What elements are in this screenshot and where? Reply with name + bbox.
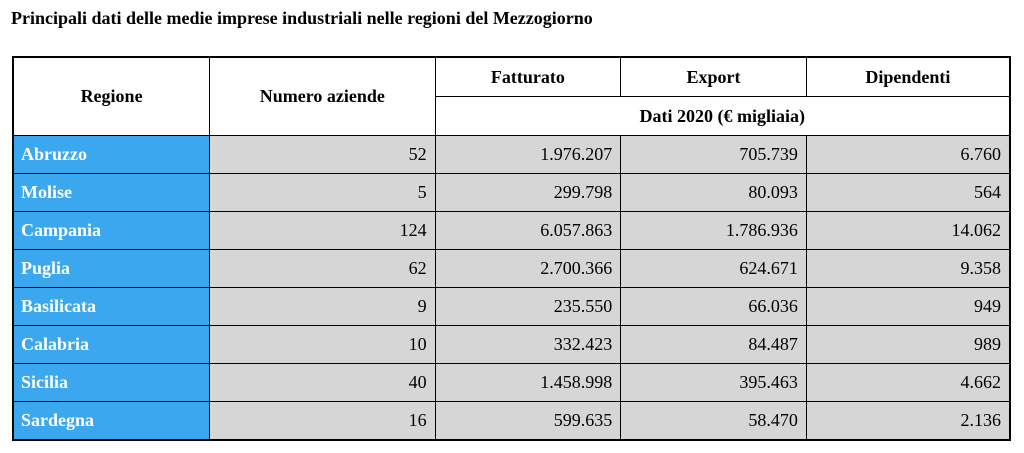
export-cell: 84.487 <box>621 326 807 364</box>
region-cell: Puglia <box>13 250 210 288</box>
header-region: Regione <box>13 57 210 136</box>
table-row <box>13 364 1010 402</box>
export-cell: 80.093 <box>621 174 807 212</box>
header-revenue: Fatturato <box>435 57 621 97</box>
table-row <box>13 288 1010 326</box>
region-cell: Abruzzo <box>13 136 210 174</box>
region-cell: Campania <box>13 212 210 250</box>
employees-cell: 6.760 <box>806 136 1010 174</box>
revenue-cell: 332.423 <box>435 326 621 364</box>
header-export: Export <box>621 57 807 97</box>
employees-cell: 4.662 <box>806 364 1010 402</box>
companies-cell: 124 <box>210 212 435 250</box>
export-cell: 58.470 <box>621 402 807 441</box>
revenue-cell: 6.057.863 <box>435 212 621 250</box>
employees-cell: 989 <box>806 326 1010 364</box>
employees-cell: 949 <box>806 288 1010 326</box>
companies-cell: 16 <box>210 402 435 441</box>
companies-cell: 5 <box>210 174 435 212</box>
export-cell: 624.671 <box>621 250 807 288</box>
revenue-cell: 1.458.998 <box>435 364 621 402</box>
employees-cell: 564 <box>806 174 1010 212</box>
region-cell: Sicilia <box>13 364 210 402</box>
table-row <box>13 212 1010 250</box>
revenue-cell: 1.976.207 <box>435 136 621 174</box>
companies-cell: 10 <box>210 326 435 364</box>
export-cell: 1.786.936 <box>621 212 807 250</box>
table-row <box>13 250 1010 288</box>
employees-cell: 2.136 <box>806 402 1010 441</box>
revenue-cell: 235.550 <box>435 288 621 326</box>
page-title: Principali dati delle medie imprese industriali nelle regioni del Mezzogiorno <box>11 8 593 28</box>
region-cell: Molise <box>13 174 210 212</box>
revenue-cell: 299.798 <box>435 174 621 212</box>
companies-cell: 40 <box>210 364 435 402</box>
export-cell: 395.463 <box>621 364 807 402</box>
header-companies: Numero aziende <box>210 57 435 136</box>
export-cell: 66.036 <box>621 288 807 326</box>
export-cell: 705.739 <box>621 136 807 174</box>
header-employees: Dipendenti <box>806 57 1010 97</box>
revenue-cell: 599.635 <box>435 402 621 441</box>
table-row <box>13 136 1010 174</box>
revenue-cell: 2.700.366 <box>435 250 621 288</box>
region-cell: Basilicata <box>13 288 210 326</box>
table-row <box>13 402 1010 441</box>
data-table <box>12 56 1011 441</box>
table-row <box>13 174 1010 212</box>
table-row <box>13 326 1010 364</box>
header-subtitle: Dati 2020 (€ migliaia) <box>435 97 1010 136</box>
region-cell: Calabria <box>13 326 210 364</box>
companies-cell: 52 <box>210 136 435 174</box>
employees-cell: 9.358 <box>806 250 1010 288</box>
employees-cell: 14.062 <box>806 212 1010 250</box>
companies-cell: 62 <box>210 250 435 288</box>
companies-cell: 9 <box>210 288 435 326</box>
region-cell: Sardegna <box>13 402 210 441</box>
